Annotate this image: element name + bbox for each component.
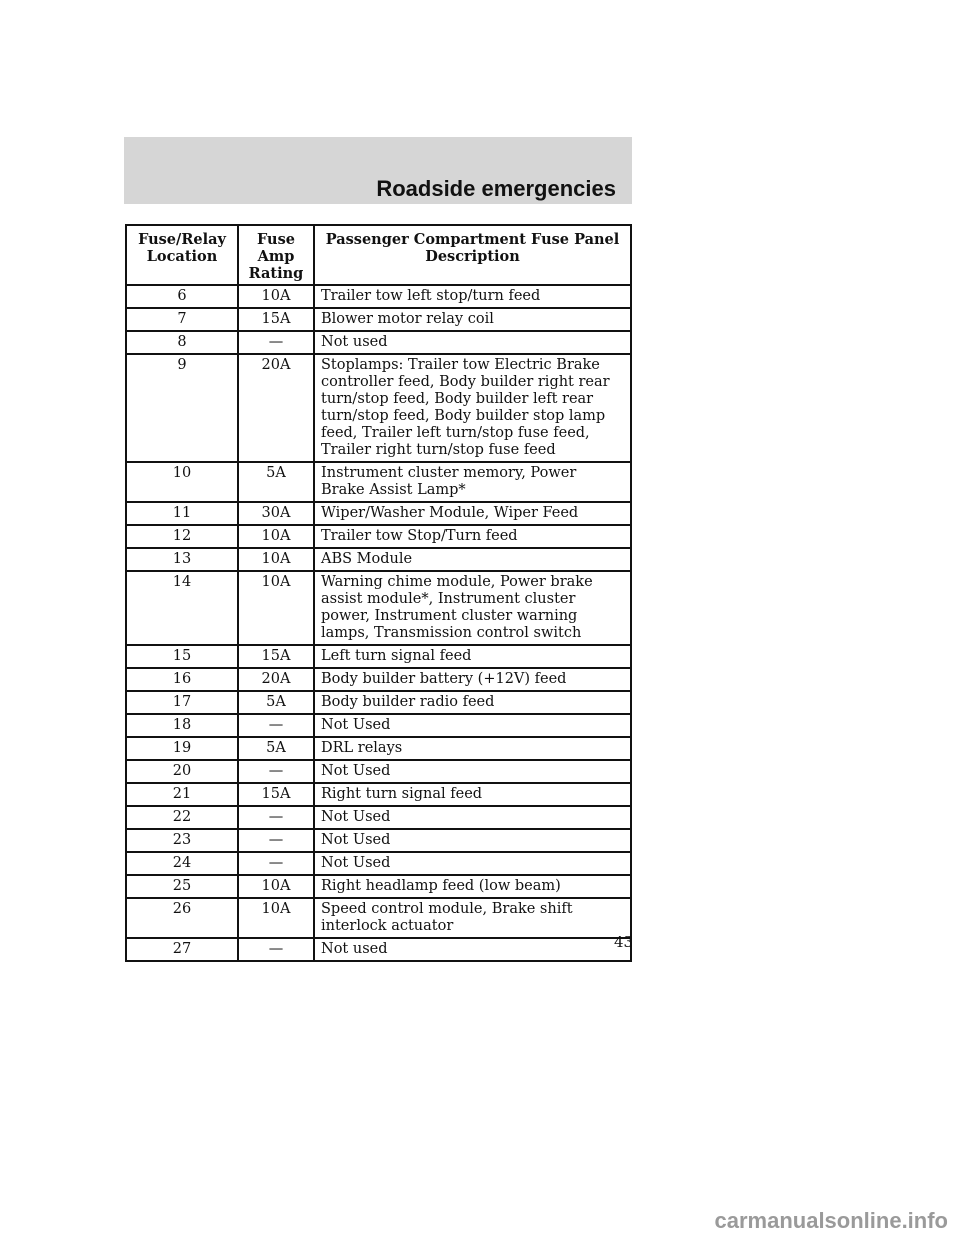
- cell-location: 27: [126, 938, 238, 961]
- cell-location: 6: [126, 285, 238, 308]
- cell-description: DRL relays: [314, 737, 631, 760]
- cell-description: Body builder radio feed: [314, 691, 631, 714]
- cell-location: 10: [126, 462, 238, 502]
- header-rating: Fuse Amp Rating: [238, 225, 314, 285]
- cell-rating: —: [238, 331, 314, 354]
- cell-description: Wiper/Washer Module, Wiper Feed: [314, 502, 631, 525]
- cell-rating: 15A: [238, 783, 314, 806]
- watermark: carmanualsonline.info: [714, 1208, 948, 1233]
- cell-rating: —: [238, 714, 314, 737]
- cell-rating: 10A: [238, 898, 314, 938]
- cell-rating: 20A: [238, 668, 314, 691]
- table-row: [126, 354, 631, 462]
- cell-rating: 5A: [238, 737, 314, 760]
- table-body: [126, 285, 634, 961]
- cell-location: 24: [126, 852, 238, 875]
- cell-location: 21: [126, 783, 238, 806]
- header-location: Fuse/Relay Location: [126, 225, 238, 285]
- cell-description: Blower motor relay coil: [314, 308, 631, 331]
- cell-rating: 10A: [238, 571, 314, 645]
- table-row: [126, 502, 631, 525]
- table-row: [126, 898, 631, 938]
- cell-location: 15: [126, 645, 238, 668]
- cell-rating: 20A: [238, 354, 314, 462]
- cell-description: ABS Module: [314, 548, 631, 571]
- cell-location: 11: [126, 502, 238, 525]
- cell-description: Warning chime module, Power brake assist module*, Instrument cluster power, Instrument cluster warning lamps, Transmission control switch: [314, 571, 631, 645]
- table-row: [126, 875, 631, 898]
- cell-description: Not Used: [314, 806, 631, 829]
- cell-description: Left turn signal feed: [314, 645, 631, 668]
- section-header-band: [124, 137, 632, 204]
- cell-rating: 10A: [238, 525, 314, 548]
- cell-rating: 5A: [238, 462, 314, 502]
- table-row: [126, 829, 631, 852]
- table-row: [126, 462, 631, 502]
- cell-location: 25: [126, 875, 238, 898]
- table-row: [126, 691, 631, 714]
- section-title: Roadside emergencies: [376, 176, 616, 201]
- table-row: [126, 852, 631, 875]
- cell-rating: —: [238, 760, 314, 783]
- table-row: [126, 668, 631, 691]
- cell-description: Right headlamp feed (low beam): [314, 875, 631, 898]
- cell-rating: 10A: [238, 548, 314, 571]
- cell-location: 22: [126, 806, 238, 829]
- cell-rating: —: [238, 852, 314, 875]
- cell-description: Body builder battery (+12V) feed: [314, 668, 631, 691]
- cell-location: 17: [126, 691, 238, 714]
- cell-description: Not Used: [314, 760, 631, 783]
- cell-description: Instrument cluster memory, Power Brake Assist Lamp*: [314, 462, 631, 502]
- cell-location: 23: [126, 829, 238, 852]
- table-row: [126, 760, 631, 783]
- cell-location: 12: [126, 525, 238, 548]
- table-row: [126, 571, 631, 645]
- cell-rating: —: [238, 806, 314, 829]
- table-row: [126, 548, 631, 571]
- cell-description: Speed control module, Brake shift interlock actuator: [314, 898, 631, 938]
- table-row: [126, 645, 631, 668]
- table-row: [126, 285, 631, 308]
- cell-rating: 30A: [238, 502, 314, 525]
- cell-description: Stoplamps: Trailer tow Electric Brake controller feed, Body builder right rear turn/stop feed, Body builder left rear turn/stop feed, Body builder stop lamp feed, Trailer left turn/stop fuse feed, Trailer right turn/stop fuse feed: [314, 354, 631, 462]
- cell-location: 26: [126, 898, 238, 938]
- cell-location: 18: [126, 714, 238, 737]
- cell-rating: 15A: [238, 645, 314, 668]
- cell-location: 8: [126, 331, 238, 354]
- cell-description: Trailer tow Stop/Turn feed: [314, 525, 631, 548]
- cell-location: 7: [126, 308, 238, 331]
- table-row: [126, 331, 631, 354]
- cell-description: Trailer tow left stop/turn feed: [314, 285, 631, 308]
- cell-description: Not Used: [314, 852, 631, 875]
- cell-location: 13: [126, 548, 238, 571]
- cell-location: 19: [126, 737, 238, 760]
- fuse-table: [125, 224, 632, 962]
- table-row: [126, 525, 631, 548]
- table-row: [126, 308, 631, 331]
- table-header-row: [126, 225, 631, 285]
- cell-rating: 10A: [238, 875, 314, 898]
- header-description: Passenger Compartment Fuse Panel Description: [314, 225, 631, 285]
- cell-location: 16: [126, 668, 238, 691]
- table-row: [126, 806, 631, 829]
- cell-rating: —: [238, 829, 314, 852]
- table-row: [126, 737, 631, 760]
- cell-location: 14: [126, 571, 238, 645]
- cell-rating: 10A: [238, 285, 314, 308]
- cell-description: Not used: [314, 331, 631, 354]
- cell-rating: —: [238, 938, 314, 961]
- table-row: [126, 938, 631, 961]
- table-row: [126, 714, 631, 737]
- cell-rating: 5A: [238, 691, 314, 714]
- cell-location: 9: [126, 354, 238, 462]
- page-number: 43: [614, 933, 634, 951]
- cell-rating: 15A: [238, 308, 314, 331]
- table-row: [126, 783, 631, 806]
- cell-location: 20: [126, 760, 238, 783]
- cell-description: Not Used: [314, 829, 631, 852]
- cell-description: Right turn signal feed: [314, 783, 631, 806]
- cell-description: Not Used: [314, 714, 631, 737]
- cell-description: Not used: [314, 938, 631, 961]
